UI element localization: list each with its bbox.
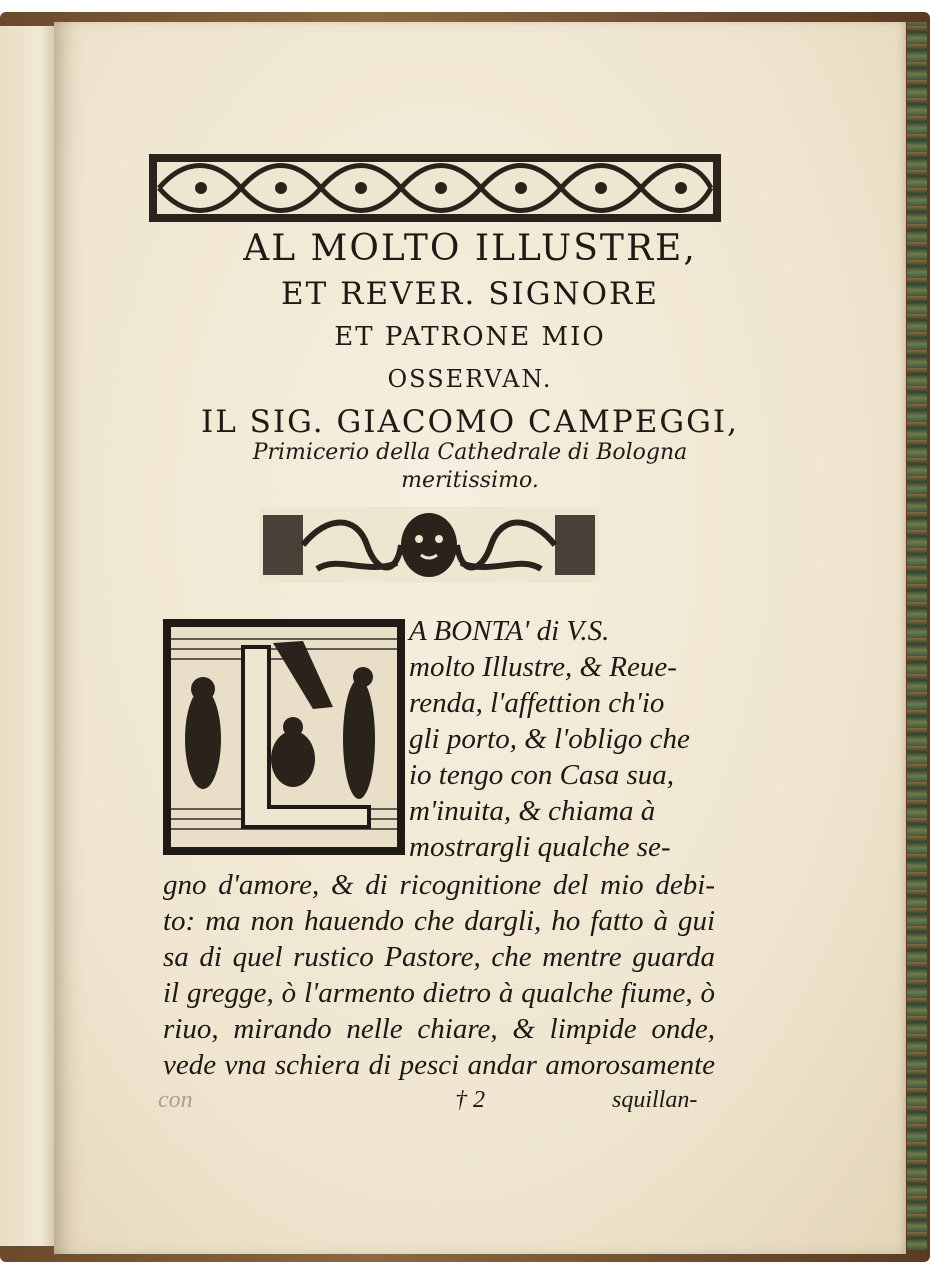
text-line: riuo, mirando nelle chiare, & limpide onde, [163,1013,715,1045]
dedicatee-epithet: meritissimo. [401,468,539,493]
text-line: A BONTA' di V.S. [409,615,610,647]
signature-mark: † 2 [455,1087,485,1113]
text-line: mostrargli qualche se- [409,831,671,863]
vignette-ornament [257,505,601,585]
show-through-catchword: con [158,1087,193,1113]
headpiece-ornament [145,150,725,226]
text-line: molto Illustre, & Reue- [409,651,677,683]
dedication-title-line-2: ET REVER. SIGNORE [281,276,659,312]
catchword: squillan- [612,1087,698,1113]
dedicatee-name: IL SIG. GIACOMO CAMPEGGI, [200,404,740,440]
dedicatee-title: Primicerio della Cathedrale di Bologna [252,440,688,465]
text-line: gno d'amore, & di ricognitione del mio debi- [163,869,715,901]
text-line: gli porto, & l'obligo che [409,723,690,755]
text-line: vede vna schiera di pesci andar amorosamente [163,1049,715,1081]
left-page-edge [0,26,59,1246]
marbled-edge [907,22,927,1250]
text-line: to: ma non hauendo che dargli, ho fatto à gui [163,905,715,937]
text-line: io tengo con Casa sua, [409,759,675,791]
dedication-title-line-4: OSSERVAN. [387,365,553,393]
dedication-title-line-3: ET PATRONE MIO [334,322,606,352]
text-line: sa di quel rustico Pastore, che mentre guarda [163,941,715,973]
text-line: renda, l'affettion ch'io [409,687,665,719]
dedication-title-line-1: AL MOLTO ILLUSTRE, [243,228,697,269]
text-line: il gregge, ò l'armento dietro à qualche fiume, ò [163,977,715,1009]
text-line: m'inuita, & chiama à [409,795,656,827]
woodcut-initial [163,619,405,855]
